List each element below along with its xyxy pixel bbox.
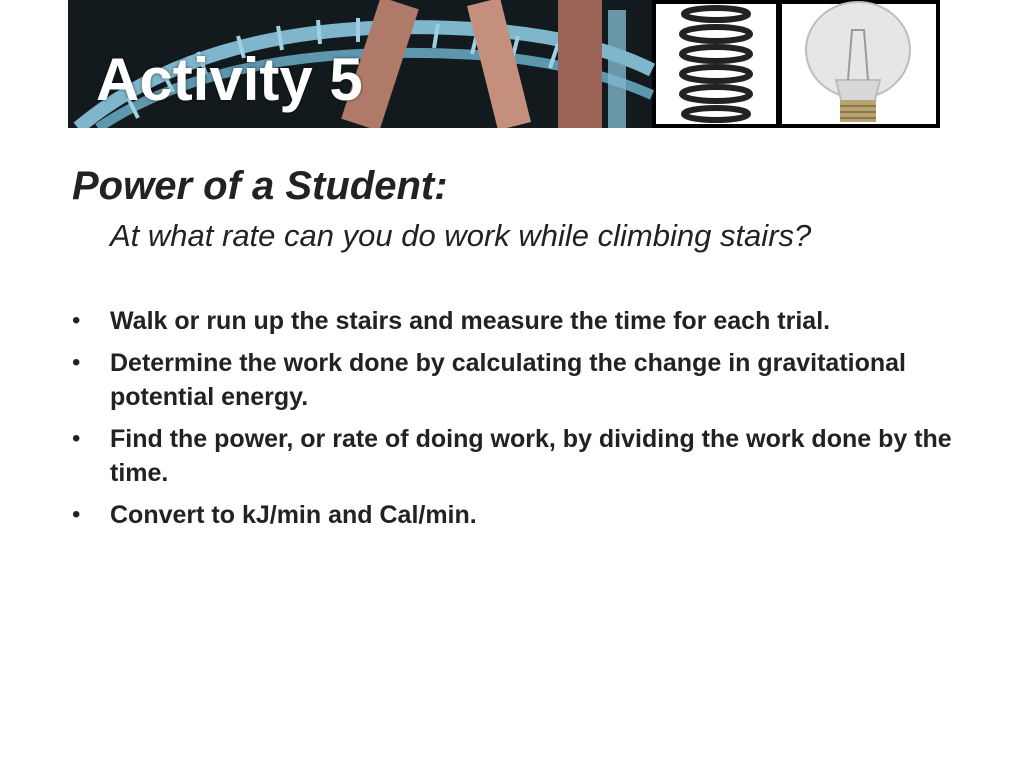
list-item-text: Determine the work done by calculating the change in gravitational potential energy. [110,349,906,411]
bullet-icon: • [72,307,81,334]
header-banner [68,0,940,128]
list-item [72,304,952,338]
bullet-icon: • [72,425,81,452]
list-item-text: Convert to kJ/min and Cal/min. [110,501,477,529]
list-item [72,422,952,490]
activity-heading: Power of a Student: [72,164,448,208]
list-item [72,498,952,532]
bullet-icon: • [72,349,81,376]
list-item [72,346,952,414]
slide-title: Activity 5 [96,46,363,113]
bullet-icon: • [72,501,81,528]
instruction-list [72,304,952,540]
list-item-text: Find the power, or rate of doing work, by dividing the work done by the time. [110,425,952,487]
activity-question: At what rate can you do work while climbing stairs? [110,218,812,253]
list-item-text: Walk or run up the stairs and measure the time for each trial. [110,307,831,335]
